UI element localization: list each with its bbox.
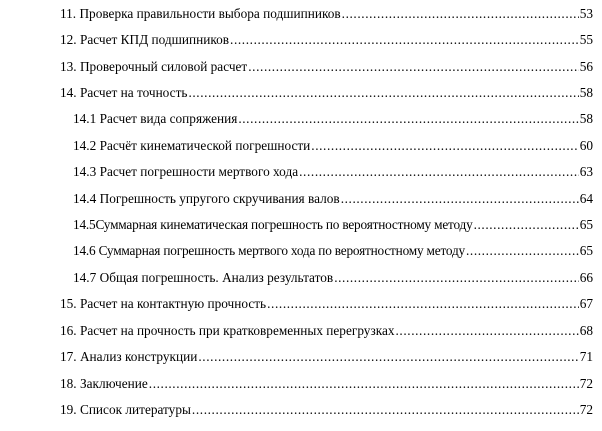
- toc-dot-leader: [188, 83, 578, 103]
- toc-entry-title: 14.1 Расчет вида сопряжения: [73, 111, 238, 126]
- toc-entry-title: 14.6 Суммарная погрешность мертвого хода по вероятностному методу: [73, 243, 465, 258]
- toc-dot-leader: [248, 57, 578, 77]
- toc-dot-leader: [474, 215, 579, 235]
- toc-dot-leader: [192, 400, 579, 420]
- toc-entry-13[interactable]: [60, 57, 593, 77]
- toc-dot-leader: [198, 347, 578, 367]
- toc-dot-leader: [238, 109, 578, 129]
- toc-entry-title: 14.2 Расчёт кинематической погрешности: [73, 138, 311, 153]
- toc-entry-14-4[interactable]: [73, 189, 593, 209]
- toc-entry-14-1[interactable]: [73, 109, 593, 129]
- toc-entry-14[interactable]: [60, 83, 593, 103]
- toc-dot-leader: [299, 162, 579, 182]
- toc-dot-leader: [466, 241, 579, 261]
- toc-page-number: 68: [579, 323, 593, 338]
- toc-page-number: 58: [579, 111, 593, 126]
- toc-entry-16[interactable]: [60, 321, 593, 341]
- toc-dot-leader: [334, 268, 579, 288]
- toc-page-number: 63: [579, 164, 593, 179]
- toc-entry-title: 16. Расчет на прочность при кратковременных перегрузках: [60, 323, 395, 338]
- toc-entry-17[interactable]: [60, 347, 593, 367]
- toc-entry-14-2[interactable]: [73, 136, 593, 156]
- toc-entry-title: 14.3 Расчет погрешности мертвого хода: [73, 164, 299, 179]
- toc-entry-title: 17. Анализ конструкции: [60, 349, 198, 364]
- toc-dot-leader: [396, 321, 579, 341]
- toc-entry-14-3[interactable]: [73, 162, 593, 182]
- toc-page-number: 72: [579, 376, 593, 391]
- toc-page-number: 53: [579, 6, 593, 21]
- toc-page-number: 56: [579, 59, 593, 74]
- toc-entry-title: 13. Проверочный силовой расчет: [60, 59, 248, 74]
- toc-page-number: 67: [579, 296, 593, 311]
- toc-page-number: 65: [579, 217, 593, 232]
- toc-dot-leader: [149, 374, 579, 394]
- toc-entry-12[interactable]: [60, 30, 593, 50]
- toc-entry-15[interactable]: [60, 294, 593, 314]
- toc-entry-14-7[interactable]: [73, 268, 593, 288]
- toc-page-number: 71: [579, 349, 593, 364]
- toc-dot-leader: [342, 4, 579, 24]
- toc-entry-title: 19. Список литературы: [60, 402, 191, 417]
- toc-entry-title: 11. Проверка правильности выбора подшипников: [60, 6, 341, 21]
- toc-page-number: 60: [579, 138, 593, 153]
- toc-entry-14-5[interactable]: [73, 215, 593, 235]
- toc-page-number: 72: [579, 402, 593, 417]
- toc-entry-title: 14.4 Погрешность упругого скручивания валов: [73, 191, 340, 206]
- toc-entry-19[interactable]: [60, 400, 593, 420]
- toc-entry-title: 14.7 Общая погрешность. Анализ результатов: [73, 270, 334, 285]
- toc-dot-leader: [230, 30, 579, 50]
- toc-page-number: 66: [579, 270, 593, 285]
- toc-dot-leader: [311, 136, 578, 156]
- toc-entry-14-6[interactable]: [73, 241, 593, 261]
- toc-entry-title: 18. Заключение: [60, 376, 148, 391]
- toc-page-number: 64: [579, 191, 593, 206]
- toc-entry-11[interactable]: [60, 4, 593, 24]
- toc-page-number: 58: [579, 85, 593, 100]
- toc-entry-title: 12. Расчет КПД подшипников: [60, 32, 230, 47]
- toc-dot-leader: [341, 189, 579, 209]
- toc-page-number: 55: [579, 32, 593, 47]
- toc-entry-18[interactable]: [60, 374, 593, 394]
- toc-entry-title: 14.5Суммарная кинематическая погрешность по вероятностному методу: [73, 217, 473, 232]
- toc-entry-title: 15. Расчет на контактную прочность: [60, 296, 267, 311]
- toc-page-number: 65: [579, 243, 593, 258]
- toc-entry-title: 14. Расчет на точность: [60, 85, 188, 100]
- toc-dot-leader: [267, 294, 579, 314]
